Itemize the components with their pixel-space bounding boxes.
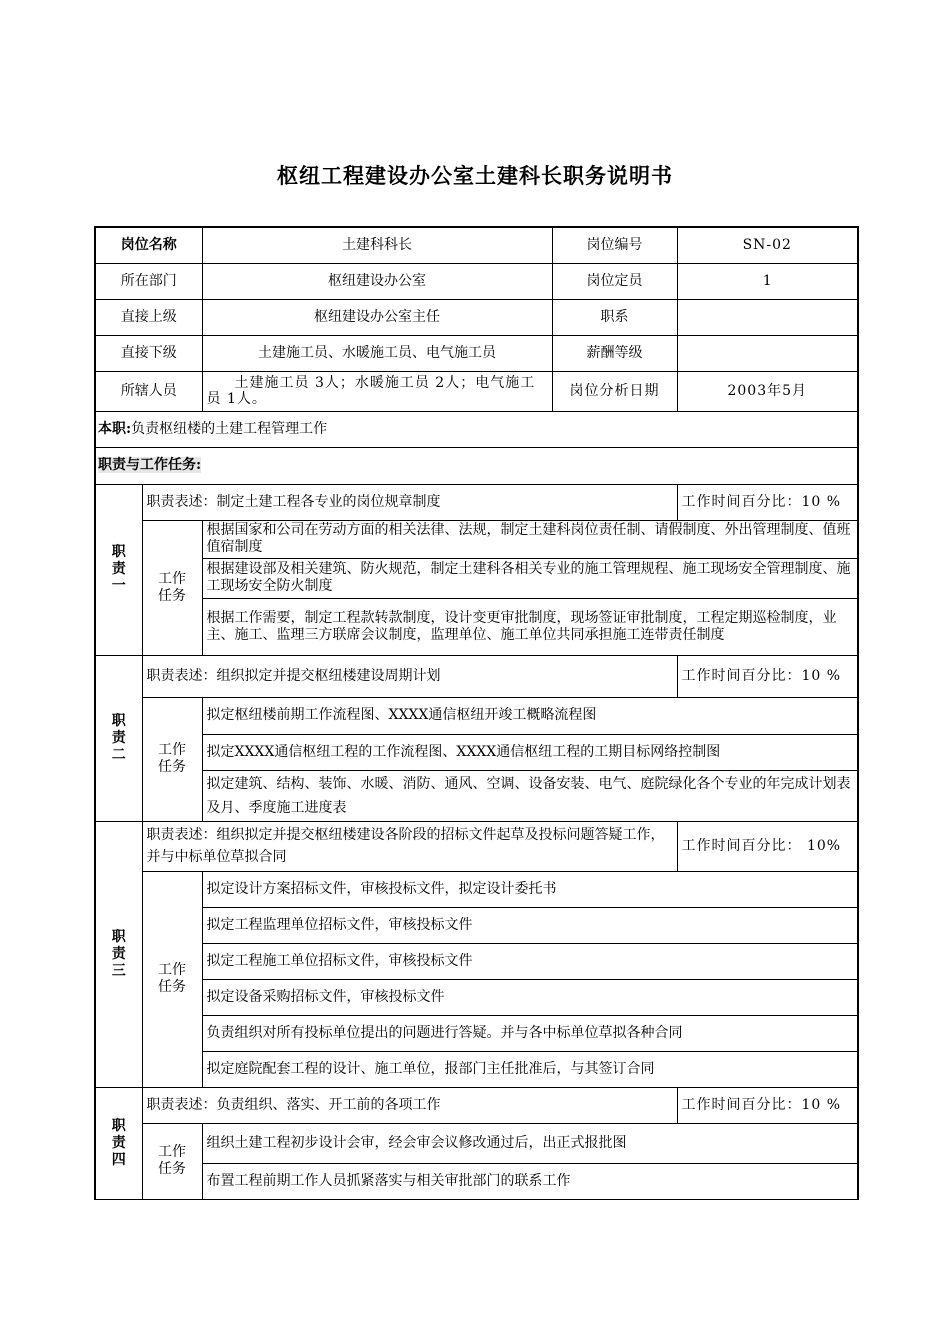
duty-pct-4: 工作时间百分比：10 % xyxy=(677,1087,858,1123)
info-value-headcount: 1 xyxy=(677,263,858,299)
duty-task-row xyxy=(95,598,858,655)
duty-label-text: 职责一 xyxy=(111,544,126,594)
task-label-text: 工作任务 xyxy=(158,742,186,775)
info-label-position-code: 岗位编号 xyxy=(552,227,677,263)
duties-header: 职责与工作任务: xyxy=(98,457,202,473)
info-row xyxy=(95,371,858,411)
task-label-2 xyxy=(142,697,202,821)
info-label-superior: 直接上级 xyxy=(95,299,202,335)
info-label-pay-grade: 薪酬等级 xyxy=(552,335,677,371)
mission-row xyxy=(95,411,858,447)
info-row xyxy=(95,263,858,299)
mission-text: 负责枢纽楼的土建工程管理工作 xyxy=(131,420,328,437)
info-value-job-family xyxy=(677,299,858,335)
info-label-staff: 所辖人员 xyxy=(95,371,202,411)
info-value-staff: 土建施工员 3人；水暖施工员 2人；电气施工员 1人。 xyxy=(202,371,552,411)
duty-pct-2: 工作时间百分比：10 % xyxy=(677,655,858,697)
duty-label-text: 职责三 xyxy=(111,928,126,979)
duties-header-row xyxy=(95,447,858,484)
duty-desc-row xyxy=(95,484,858,520)
duty-task-row xyxy=(95,558,858,598)
duty-1-task-2: 根据建设部及相关建筑、防火规范，制定土建科各相关专业的施工管理规程、施工现场安全管理制度、施工现场安全防火制度 xyxy=(202,558,858,598)
duty-label-2 xyxy=(95,655,142,821)
duty-task-row xyxy=(95,979,858,1015)
duty-label-text: 职责四 xyxy=(111,1117,126,1168)
duty-task-row xyxy=(95,1015,858,1051)
info-value-analysis-date: 2003年5月 xyxy=(677,371,858,411)
job-description-table xyxy=(94,226,859,1200)
task-label-3 xyxy=(142,871,202,1087)
duty-desc-row xyxy=(95,1087,858,1123)
duty-desc-4: 职责表述：负责组织、落实、开工前的各项工作 xyxy=(142,1087,677,1123)
duty-task-row xyxy=(95,907,858,943)
duty-task-row xyxy=(95,1051,858,1087)
duty-label-3 xyxy=(95,821,142,1087)
mission-cell xyxy=(95,411,858,447)
duty-4-task-1: 组织土建工程初步设计会审，经会审会议修改通过后，出正式报批图 xyxy=(202,1123,858,1163)
duty-desc-2: 职责表述：组织拟定并提交枢纽楼建设周期计划 xyxy=(142,655,677,697)
info-value-superior: 枢纽建设办公室主任 xyxy=(202,299,552,335)
duty-2-task-3: 拟定建筑、结构、装饰、水暖、消防、通风、空调、设备安装、电气、庭院绿化各个专业的年完成计划表及月、季度施工进度表 xyxy=(202,770,858,821)
info-value-position-code: SN-02 xyxy=(677,227,858,263)
info-row xyxy=(95,227,858,263)
info-label-position-name: 岗位名称 xyxy=(95,227,202,263)
info-value-department: 枢纽建设办公室 xyxy=(202,263,552,299)
duty-3-task-4: 拟定设备采购招标文件，审核投标文件 xyxy=(202,979,858,1015)
duty-task-row xyxy=(95,1163,858,1199)
duty-task-row xyxy=(95,1123,858,1163)
duty-desc-1: 职责表述：制定土建工程各专业的岗位规章制度 xyxy=(142,484,677,520)
duties-header-cell xyxy=(95,447,858,484)
info-row xyxy=(95,335,858,371)
document-title: 枢纽工程建设办公室土建科长职务说明书 xyxy=(277,163,673,188)
info-row xyxy=(95,299,858,335)
duty-3-task-1: 拟定设计方案招标文件，审核投标文件，拟定设计委托书 xyxy=(202,871,858,907)
duty-desc-row xyxy=(95,821,858,871)
duty-3-task-6: 拟定庭院配套工程的设计、施工单位，报部门主任批准后，与其签订合同 xyxy=(202,1051,858,1087)
info-value-pay-grade xyxy=(677,335,858,371)
info-label-subordinates: 直接下级 xyxy=(95,335,202,371)
duty-task-row xyxy=(95,943,858,979)
duty-label-1 xyxy=(95,484,142,655)
duty-3-task-3: 拟定工程施工单位招标文件，审核投标文件 xyxy=(202,943,858,979)
duty-3-task-2: 拟定工程监理单位招标文件，审核投标文件 xyxy=(202,907,858,943)
task-label-text: 工作任务 xyxy=(158,570,186,604)
info-label-analysis-date: 岗位分析日期 xyxy=(552,371,677,411)
mission-label: 本职: xyxy=(98,420,132,437)
duty-3-task-5: 负责组织对所有投标单位提出的问题进行答疑。并与各中标单位草拟各种合同 xyxy=(202,1015,858,1051)
task-label-text: 工作任务 xyxy=(158,1144,186,1177)
duty-desc-row xyxy=(95,655,858,697)
duty-2-task-1: 拟定枢纽楼前期工作流程图、XXXX通信枢纽开竣工概略流程图 xyxy=(202,697,858,734)
duty-4-task-2: 布置工程前期工作人员抓紧落实与相关审批部门的联系工作 xyxy=(202,1163,858,1199)
duty-task-row xyxy=(95,520,858,558)
duty-task-row xyxy=(95,697,858,734)
duty-task-row xyxy=(95,770,858,821)
info-value-subordinates: 土建施工员、水暖施工员、电气施工员 xyxy=(202,335,552,371)
task-label-1 xyxy=(142,520,202,655)
duty-pct-1: 工作时间百分比：10 % xyxy=(677,484,858,520)
info-label-job-family: 职系 xyxy=(552,299,677,335)
duty-label-text: 职责二 xyxy=(111,712,126,763)
info-label-headcount: 岗位定员 xyxy=(552,263,677,299)
duty-pct-3: 工作时间百分比： 10% xyxy=(677,821,858,871)
info-label-department: 所在部门 xyxy=(95,263,202,299)
duty-task-row xyxy=(95,734,858,770)
duty-1-task-1: 根据国家和公司在劳动方面的相关法律、法规，制定土建科岗位责任制、请假制度、外出管理制度、值班值宿制度 xyxy=(202,520,858,558)
info-value-position-name: 土建科科长 xyxy=(202,227,552,263)
duty-desc-3: 职责表述：组织拟定并提交枢纽楼建设各阶段的招标文件起草及投标问题答疑工作，并与中标单位草拟合同 xyxy=(142,821,677,871)
duty-1-task-3: 根据工作需要，制定工程款转款制度，设计变更审批制度，现场签证审批制度，工程定期巡检制度，业主、施工、监理三方联席会议制度，监理单位、施工单位共同承担施工连带责任制度 xyxy=(202,598,858,655)
duty-task-row xyxy=(95,871,858,907)
duty-label-4 xyxy=(95,1087,142,1199)
task-label-text: 工作任务 xyxy=(158,962,186,995)
task-label-4 xyxy=(142,1123,202,1199)
duty-2-task-2: 拟定XXXX通信枢纽工程的工作流程图、XXXX通信枢纽工程的工期目标网络控制图 xyxy=(202,734,858,770)
